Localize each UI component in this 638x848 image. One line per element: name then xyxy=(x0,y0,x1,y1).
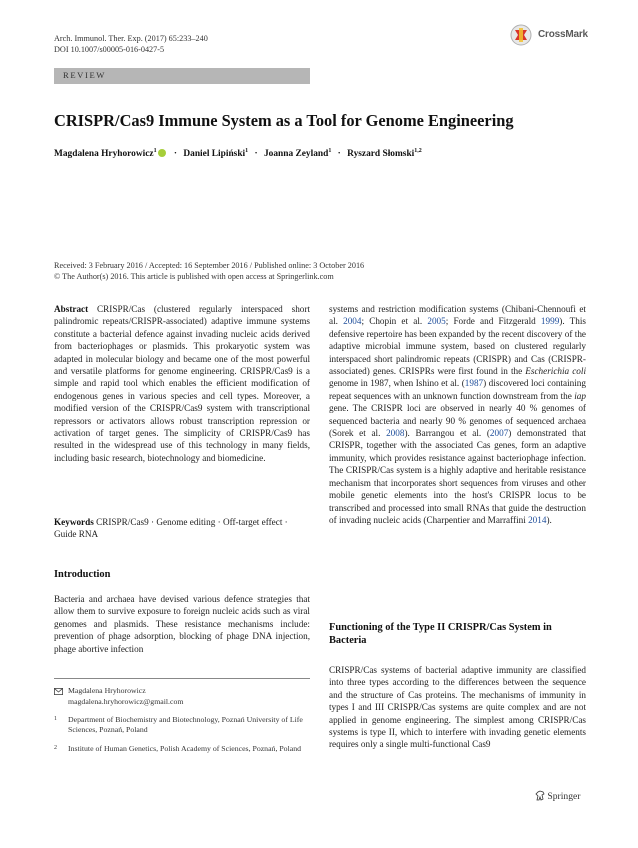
affiliation-number: 2 xyxy=(54,744,57,751)
crossmark-logo[interactable] xyxy=(508,24,600,46)
introduction-heading: Introduction xyxy=(54,569,111,580)
body-text: genome in 1987, when Ishino et al. ( xyxy=(329,378,465,389)
body-text: ). xyxy=(546,514,552,525)
citation-link[interactable]: 2014 xyxy=(528,514,547,525)
body-text: systems and restriction modification systems (Chibani-Chennoufi et al. xyxy=(329,304,586,327)
crossmark-label: CrossMark xyxy=(538,29,588,40)
springer-logo[interactable] xyxy=(535,790,580,802)
author-name[interactable]: Joanna Zeyland xyxy=(263,149,329,160)
correspondence xyxy=(54,686,310,754)
affiliation-text: Department of Biochemistry and Biotechnology, Poznań University of Life Sciences, Poznań, Poland xyxy=(68,715,303,735)
citation-link[interactable]: 2005 xyxy=(427,316,446,327)
citation-link[interactable]: 2004 xyxy=(343,316,362,327)
keywords-label: Keywords xyxy=(54,517,94,527)
introduction-text: Bacteria and archaea have devised various defence strategies that allow them to survive exposure to foreign nucleic acids such as viral genomes and plasmids. These resistance mechanisms include: prevention of phage adsorption, blocking of phage DNA injection, phage abortive infection xyxy=(54,594,310,654)
gene-name: iap xyxy=(574,390,586,401)
affiliation-number: 1 xyxy=(54,716,57,722)
correspondence-email[interactable]: magdalena.hryhorowicz@gmail.com xyxy=(68,696,184,706)
section-heading-functioning: Functioning of the Type II CRISPR/Cas System in Bacteria xyxy=(329,622,552,646)
citation-link[interactable]: 2007 xyxy=(489,428,509,439)
publisher-name: Springer xyxy=(547,791,581,802)
keywords-text: CRISPR/Cas9 · Genome editing · Off-target effect · Guide RNA xyxy=(54,517,288,540)
author-affiliation-ref: 1 xyxy=(328,148,332,154)
body-text: gene. The CRISPR loci are observed in nearly 40 % genomes of sequenced bacteria and nearly 90 % genomes of sequenced archaea (Sorek et al. xyxy=(329,403,586,439)
author-affiliation-ref: 1,2 xyxy=(414,148,422,154)
functioning-text: CRISPR/Cas systems of bacterial adaptive immunity are classified into three types according to the differences between the sequence and the structure of Cas proteins. The mechanisms of immunity in types I and III CRISPR/Cas systems are quite complex and are not applied in genome engineering. The simplest among CRISPR/Cas systems is type II, which to interfere with invading genetic elements requires only a single multi-functional Cas9 xyxy=(329,665,586,750)
right-column-text xyxy=(329,303,586,526)
springer-horse-icon xyxy=(535,790,545,801)
citation-link[interactable]: 1987 xyxy=(464,378,484,389)
body-text: ) discovered loci containing repeat sequences with an unknown function downstream from the xyxy=(329,378,586,401)
citation-link[interactable]: 1999 xyxy=(540,316,560,327)
affiliation-1 xyxy=(54,715,310,736)
abstract-text: CRISPR/Cas (clustered regularly interspaced short palindromic repeats/CRISPR-associated) adaptive immune systems constitute a bacterial defence against invading nucleic acids derived from bacteriophages or plasmids. This prokaryotic system was adapted in molecular biology and became one of the most powerful and versatile platforms for genome engineering. CRISPR/Cas9 is a simple and rapid tool which enables the efficient modification of endogenous genes in various species and cell types. Moreover, a modified version of the CRISPR/Cas9 system with transcriptional repressors or activators allows robust transcription repression or activation of target genes. The simplicity of CRISPR/Cas9 has resulted in the widespread use of this technology in many fields, including basic research, biotechnology and biomedicine. xyxy=(54,304,310,463)
author-name[interactable]: Magdalena Hryhorowicz xyxy=(54,149,154,160)
author-name[interactable]: Ryszard Słomski xyxy=(347,149,415,160)
section-label-bar xyxy=(54,68,310,84)
section-label: REVIEW xyxy=(63,70,107,80)
body-text: ; Chopin et al. xyxy=(361,316,428,327)
affiliation-text: Institute of Human Genetics, Polish Academy of Sciences, Poznań, Poland xyxy=(68,743,301,753)
author-name[interactable]: Daniel Lipiński xyxy=(183,149,246,160)
affiliation-2 xyxy=(54,744,310,754)
citation-link[interactable]: 2008 xyxy=(386,428,405,439)
orcid-icon[interactable] xyxy=(158,149,166,157)
body-text: ). This defensive repertoire has been expanded by the recent discovery of the adaptive microbial immune system, based on clustered regularly interspaced short palindromic repeats (CRISPR) and Cas (CRISPR-associated) genes. CRISPRs were first found in the xyxy=(329,316,586,377)
article-title: CRISPR/Cas9 Immune System as a Tool for Genome Engineering xyxy=(54,111,514,130)
correspondence-name: Magdalena Hryhorowicz xyxy=(68,686,146,695)
journal-citation: Arch. Immunol. Ther. Exp. (2017) 65:233–240 xyxy=(54,34,208,43)
publication-dates xyxy=(54,261,364,282)
species-name: Escherichia coli xyxy=(525,366,586,377)
body-text: ). Barrangou et al. ( xyxy=(404,428,490,439)
author-list: Magdalena Hryhorowicz$^1$ · Daniel Lipiński$^1$ · Joanna Zeyland$^1$ · Ryszard Słomski$^{1,2}$ xyxy=(54,148,422,160)
body-text: ; Forde and Fitzgerald xyxy=(445,316,541,327)
author-affiliation-ref: 1 xyxy=(153,148,157,154)
footnote-divider xyxy=(54,678,310,679)
author-affiliation-ref: 1 xyxy=(245,148,249,154)
keywords xyxy=(54,516,310,541)
doi[interactable]: DOI 10.1007/s00005-016-0427-5 xyxy=(54,45,165,54)
envelope-icon xyxy=(54,688,63,695)
copyright-line: © The Author(s) 2016. This article is published with open access at Springerlink.com xyxy=(54,271,334,281)
dates-line: Received: 3 February 2016 / Accepted: 16 September 2016 / Published online: 3 October 2016 xyxy=(54,261,365,270)
crossmark-icon xyxy=(508,24,536,46)
abstract-label: Abstract xyxy=(54,304,89,314)
body-text: ) demonstrated that CRISPR, together with the associated Cas genes, form an adaptive immunity, which provides resistance against bacteriophage infection. The CRISPR/Cas system is a highly adaptive and heritable resistance mechanism that incorporates short sequences from viruses and other mobile genetic elements into the host's CRISPR locus to be transcribed and processed into small RNAs that guide the destruction of invading nucleic acids (Charpentier and Marraffini xyxy=(329,428,586,525)
abstract xyxy=(54,303,310,464)
